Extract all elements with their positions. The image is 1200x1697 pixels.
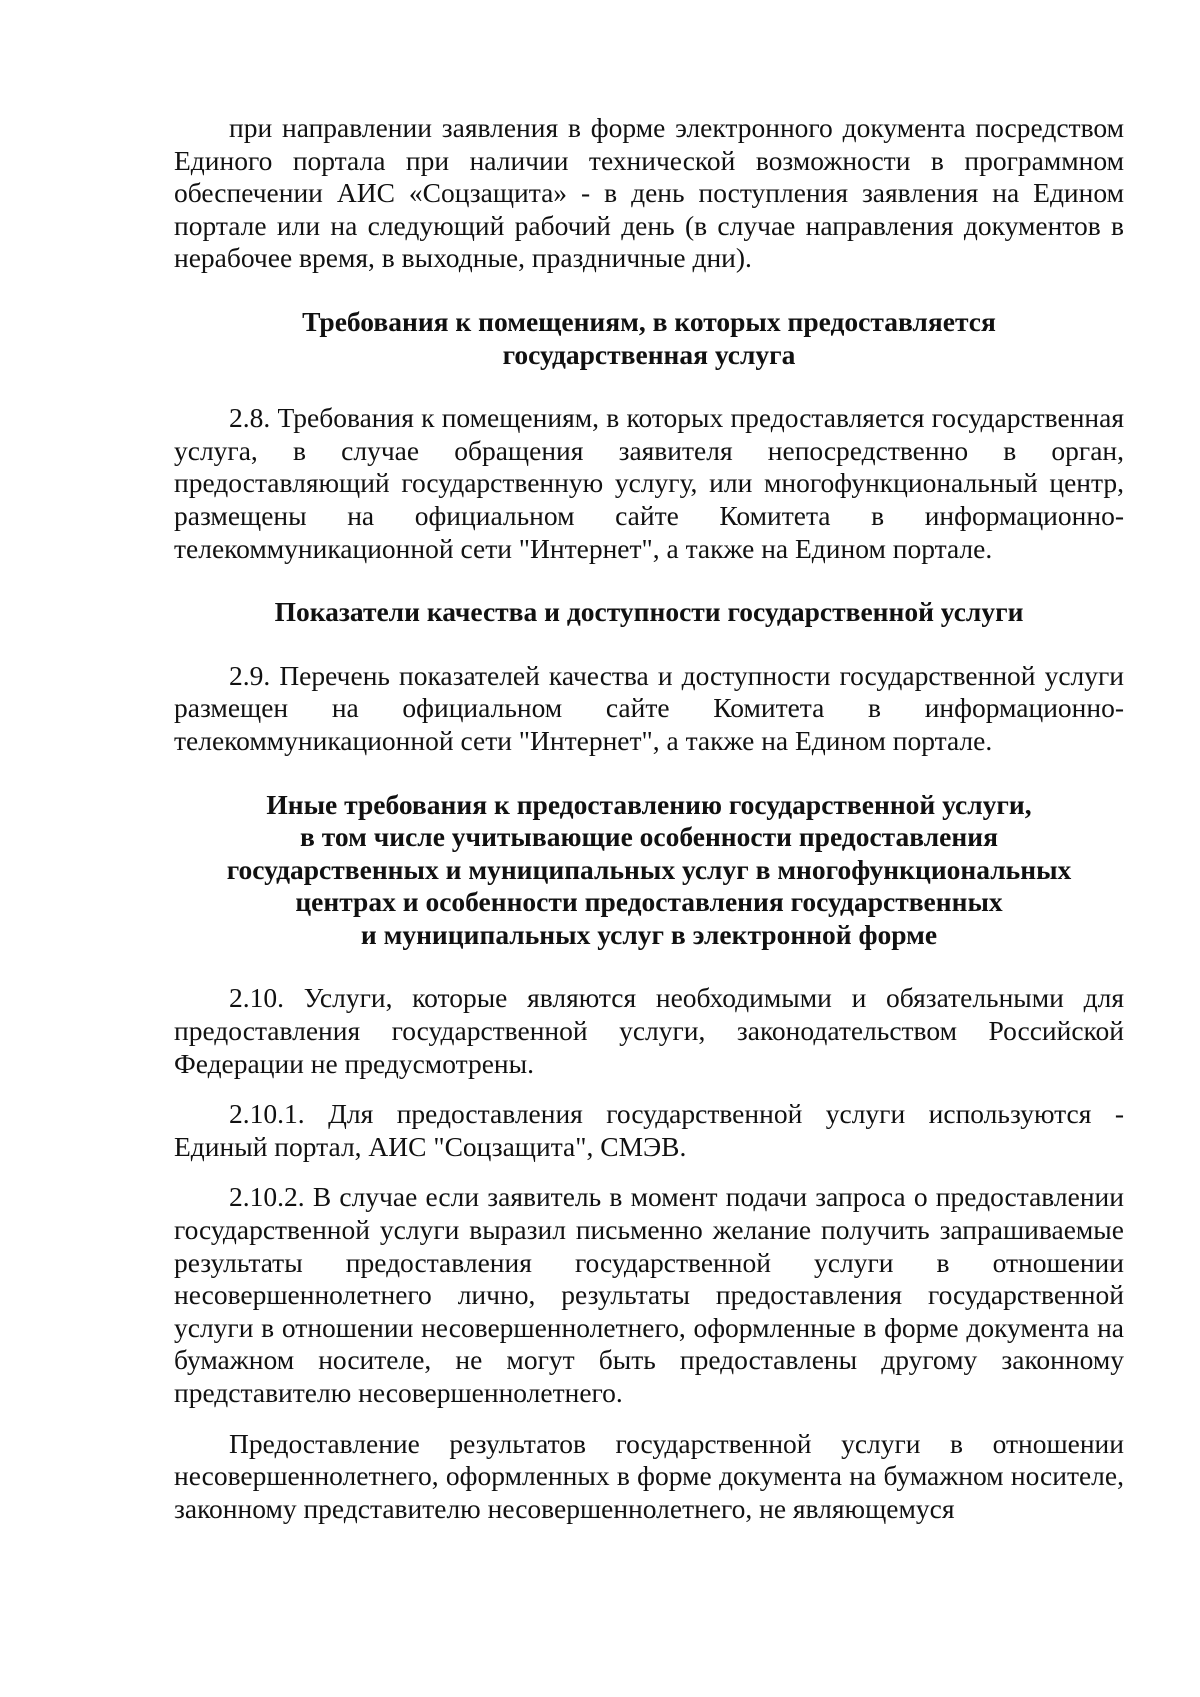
heading-other-line: центрах и особенности предоставления государственных: [295, 886, 1003, 918]
paragraph-2-10-2: 2.10.2. В случае если заявитель в момент подачи запроса о предоставлении государственной услуги выразил письменно желание получить запрашиваемые результаты предоставления государственной услуги в отношении несовершеннолетнего лично, результаты предоставления государственной услуги в отношении несовершеннолетнего, оформленные в форме документа на бумажном носителе, не могут быть предоставлены другому законному представителю несовершеннолетнего.: [174, 1181, 1124, 1408]
paragraph-2-10: 2.10. Услуги, которые являются необходимыми и обязательными для предоставления государственной услуги, законодательством Российской Федерации не предусмотрены.: [174, 982, 1124, 1079]
heading-premises-line: государственная услуга: [502, 338, 796, 370]
paragraph-2-8: 2.8. Требования к помещениям, в которых предоставляется государственная услуга, в случае обращения заявителя непосредственно в орган, предоставляющий государственную услугу, или многофункциональный центр, размещены на официальном сайте Комитета в информационно-телекоммуникационной сети "Интернет", а также на Едином портале.: [174, 402, 1124, 564]
paragraph-results: Предоставление результатов государственной услуги в отношении несовершеннолетнего, оформленных в форме документа на бумажном носителе, законному представителю несовершеннолетнего, не являющемуся: [174, 1427, 1124, 1524]
document-page: [174, 112, 1124, 1525]
heading-premises: [174, 306, 1124, 371]
heading-premises-line: Требования к помещениям, в которых предоставляется: [302, 305, 996, 337]
heading-quality-line: Показатели качества и доступности государственной услуги: [274, 596, 1024, 628]
paragraph-2-10-1: 2.10.1. Для предоставления государственной услуги используются - Единый портал, АИС "Соцзащита", СМЭВ.: [174, 1098, 1124, 1162]
heading-other-line: и муниципальных услуг в электронной форме: [360, 918, 938, 950]
heading-other-line: государственных и муниципальных услуг в многофункциональных: [226, 853, 1072, 885]
paragraph-intro: при направлении заявления в форме электронного документа посредством Единого портала при наличии технической возможности в программном обеспечении АИС «Соцзащита» - в день поступления заявления на Едином портале или на следующий рабочий день (в случае направления документов в нерабочее время, в выходные, праздничные дни).: [174, 112, 1124, 274]
heading-other-requirements: [174, 789, 1124, 952]
heading-other-line: Иные требования к предоставлению государственной услуги,: [266, 788, 1032, 820]
heading-other-line: в том числе учитывающие особенности предоставления: [300, 821, 998, 853]
heading-quality: [174, 596, 1124, 629]
paragraph-2-9: 2.9. Перечень показателей качества и доступности государственной услуги размещен на официальном сайте Комитета в информационно-телекоммуникационной сети "Интернет", а также на Едином портале.: [174, 659, 1124, 756]
